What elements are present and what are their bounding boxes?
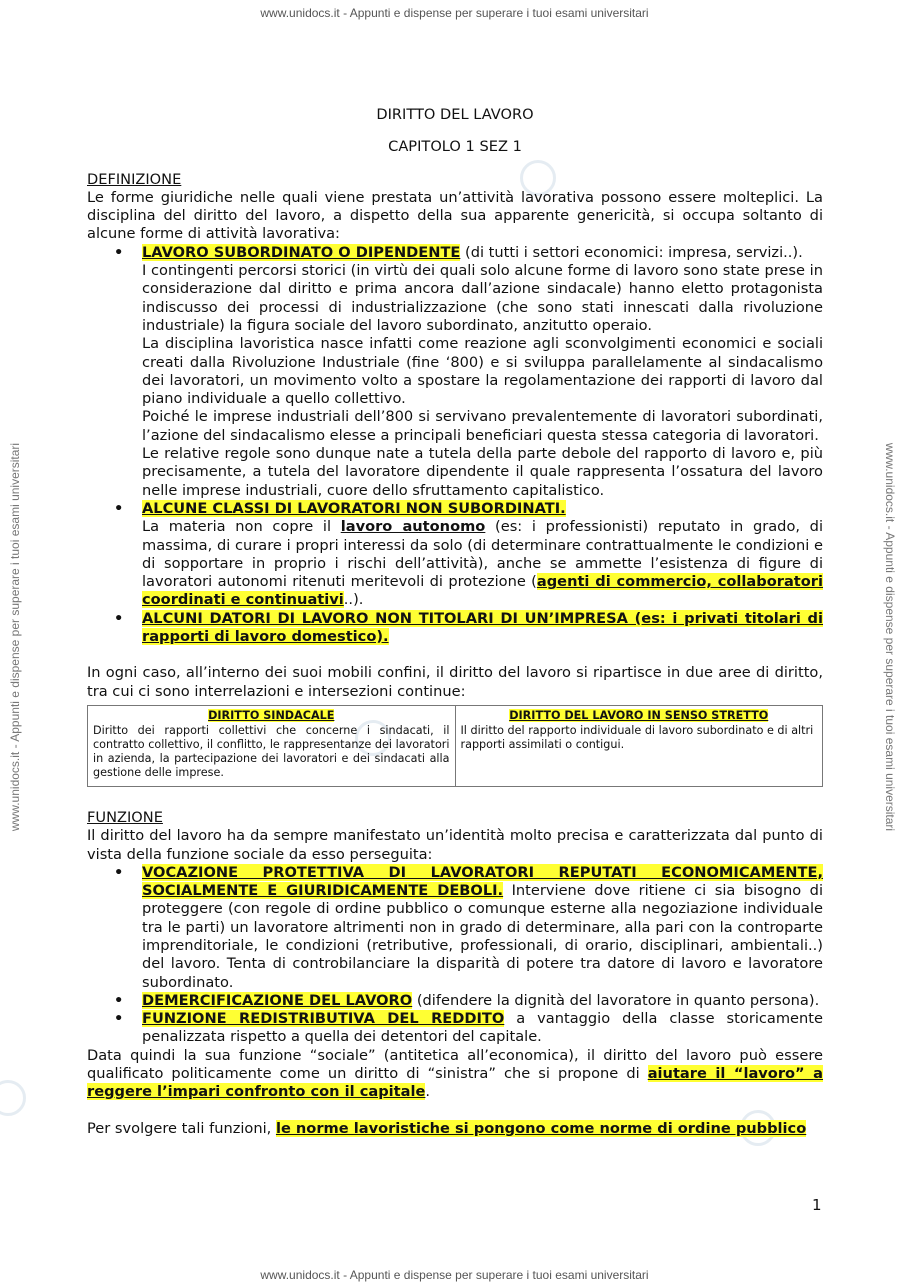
table-body: Diritto dei rapporti collettivi che concerne i sindacati, il contratto collettivo, il conflitto, le rappresentanze dei lavoratori in azienda, la partecipazione dei lavoratori e dei sindacati alla gestione delle imprese. <box>93 723 450 779</box>
funzione-list <box>87 864 823 1047</box>
table-cell <box>88 705 456 786</box>
chapter-title: CAPITOLO 1 SEZ 1 <box>388 138 522 156</box>
section-heading-funzione: FUNZIONE <box>87 808 163 826</box>
table-header: DIRITTO DEL LAVORO IN SENSO STRETTO <box>509 708 769 722</box>
paragraph: La materia non copre il lavoro autonomo (es: i professionisti) reputato in grado, di massima, di curare i propri interessi da solo (di determinare contrattualmente le condizioni e di sopportare in proprio i rischi dell’attività), anche se ammette l’esistenza di figure di lavoratori autonomi ritenuti meritevoli di protezione (agenti di commercio, collaboratori coordinati e continuativi..). <box>142 518 824 609</box>
section-heading-definizione: DEFINIZIONE <box>87 170 182 188</box>
paragraph: I contingenti percorsi storici (in virtù dei quali solo alcune forme di lavoro sono state prese in considerazione dal diritto e prima ancora dall’azione sindacale) hanno eletto protagonista indiscusso dei processi di industrializzazione (che sono stati innescati dalla rivoluzione industriale) la figura sociale del lavoro subordinato, anzitutto operaio. <box>142 262 823 334</box>
highlight: DEMERCIFICAZIONE DEL LAVORO <box>142 991 413 1009</box>
document-title: DIRITTO DEL LAVORO <box>376 106 534 123</box>
funzione-intro: Il diritto del lavoro ha da sempre manifestato un’identità molto precisa e caratterizzata dal punto di vista della funzione sociale da esso perseguita: <box>87 827 823 863</box>
funzione-final: Per svolgere tali funzioni, le norme lavoristiche si pongono come norme di ordine pubblico <box>87 1119 807 1137</box>
highlight: ALCUNE CLASSI DI LAVORATORI NON SUBORDINATI. <box>142 499 566 517</box>
definizione-list <box>87 244 823 647</box>
areas-table <box>87 705 823 787</box>
document-page <box>87 100 823 1138</box>
list-item: • DEMERCIFICAZIONE DEL LAVORO (difendere la dignità del lavoratore in quanto persona). <box>142 992 823 1010</box>
watermark-logo-icon <box>0 1080 26 1116</box>
watermark-top: www.unidocs.it - Appunti e dispense per superare i tuoi esami universitari <box>260 6 649 20</box>
list-item <box>142 500 823 610</box>
table-header: DIRITTO SINDACALE <box>208 708 335 722</box>
highlight: ALCUNI DATORI DI LAVORO NON TITOLARI DI UN’IMPRESA (es: i privati titolari di rapporti di lavoro domestico). <box>142 609 823 646</box>
watermark-left: www.unidocs.it - Appunti e dispense per superare i tuoi esami universitari <box>8 442 22 832</box>
page-number: 1 <box>812 1196 822 1214</box>
highlight: FUNZIONE REDISTRIBUTIVA DEL REDDITO <box>142 1010 505 1028</box>
paragraph: La disciplina lavoristica nasce infatti come reazione agli sconvolgimenti economici e sociali creati dalla Rivoluzione Industriale (fine ‘800) e si sviluppa parallelamente al sindacalismo dei lavoratori, un movimento volto a spostare la regolamentazione dei rapporti di lavoro dal piano individuale a quello collettivo. <box>142 335 823 408</box>
definizione-intro: Le forme giuridiche nelle quali viene prestata un’attività lavorativa possono essere molteplici. La disciplina del diritto del lavoro, a dispetto della sua apparente genericità, si occupa soltanto di alcune forme di attività lavorativa: <box>87 188 823 243</box>
highlight: VOCAZIONE PROTETTIVA DI LAVORATORI REPUTATI ECONOMICAMENTE, SOCIALMENTE E GIURIDICAMENTE DEBOLI. <box>142 863 823 900</box>
table-body: Il diritto del rapporto individuale di lavoro subordinato e di altri rapporti assimilati o contigui. <box>460 723 814 751</box>
list-item: • VOCAZIONE PROTETTIVA DI LAVORATORI REPUTATI ECONOMICAMENTE, SOCIALMENTE E GIURIDICAMENTE DEBOLI. Interviene dove ritiene ci sia bisogno di proteggere (con regole di ordine pubblico o comunque esterne alla negoziazione individuale tra le parti) un lavoratore altrimenti non in grado di determinare, alla pari con la controparte imprenditoriale, le condizioni (retributive, professionali, di orario, disciplinari, ambientali..) del lavoro. Tenta di controbilanciare la disparità di potere tra datore di lavoro e lavoratore subordinato. <box>142 864 823 992</box>
list-item: • FUNZIONE REDISTRIBUTIVA DEL REDDITO a vantaggio della classe storicamente penalizzata rispetto a quella dei detentori del capitale. <box>142 1010 823 1047</box>
paragraph: Le relative regole sono dunque nate a tutela della parte debole del rapporto di lavoro e, più precisamente, a tutela del lavoratore dipendente il quale rappresenta l’ossatura del lavoro nelle imprese industriali, cuore dello sfruttamento capitalistico. <box>142 445 823 499</box>
highlight: aiutare il “lavoro” a reggere l’impari confronto con il capitale <box>87 1065 823 1101</box>
highlight: agenti di commercio, collaboratori coordinati e continuativi <box>142 573 823 609</box>
highlight: LAVORO SUBORDINATO O DIPENDENTE <box>142 243 461 261</box>
list-item: • LAVORO SUBORDINATO O DIPENDENTE (di tutti i settori economici: impresa, servizi..). I contingenti percorsi storici (in virtù dei quali solo alcune forme di lavoro sono state prese in considerazione dal diritto e prima ancora dall’azione sindacale) hanno eletto protagonista indiscusso dei processi di industrializzazione (che sono stati innescati dalla rivoluzione industriale) la figura sociale del lavoro subordinato, anzitutto operaio. La disciplina lavoristica nasce infatti come reazione agli sconvolgimenti economici e sociali creati dalla Rivoluzione Industriale (fine ‘800) e si sviluppa parallelamente al sindacalismo dei lavoratori, un movimento volto a spostare la regolamentazione dei rapporti di lavoro dal piano individuale a quello collettivo. Poiché le imprese industriali dell’800 si servivano prevalentemente di lavoratori subordinati, l’azione del sindacalismo elesse a principali beneficiari questa stessa categoria di lavoratori. Le relative regole sono dunque nate a tutela della parte debole del rapporto di lavoro e, più precisamente, a tutela del lavoratore dipendente il quale rappresenta l’ossatura del lavoro nelle imprese industriali, cuore dello sfruttamento capitalistico. <box>142 244 823 500</box>
watermark-right: www.unidocs.it - Appunti e dispense per superare i tuoi esami universitari <box>883 442 897 832</box>
underlined-term: lavoro autonomo <box>340 518 486 536</box>
table-cell <box>455 705 823 786</box>
watermark-bottom: www.unidocs.it - Appunti e dispense per superare i tuoi esami universitari <box>260 1268 649 1282</box>
list-item <box>142 610 823 647</box>
funzione-closing: Data quindi la sua funzione “sociale” (antitetica all’economica), il diritto del lavoro può essere qualificato politicamente come un diritto di “sinistra” che si propone di aiutare il “lavoro” a reggere l’impari confronto con il capitale. <box>87 1046 823 1101</box>
highlight: le norme lavoristiche si pongono come norme di ordine pubblico <box>275 1119 807 1137</box>
aree-intro: In ogni caso, all’interno dei suoi mobili confini, il diritto del lavoro si ripartisce in due aree di diritto, tra cui ci sono interrelazioni e intersezioni continue: <box>87 664 823 700</box>
paragraph: Poiché le imprese industriali dell’800 si servivano prevalentemente di lavoratori subordinati, l’azione del sindacalismo elesse a principali beneficiari questa stessa categoria di lavoratori. <box>142 408 823 444</box>
